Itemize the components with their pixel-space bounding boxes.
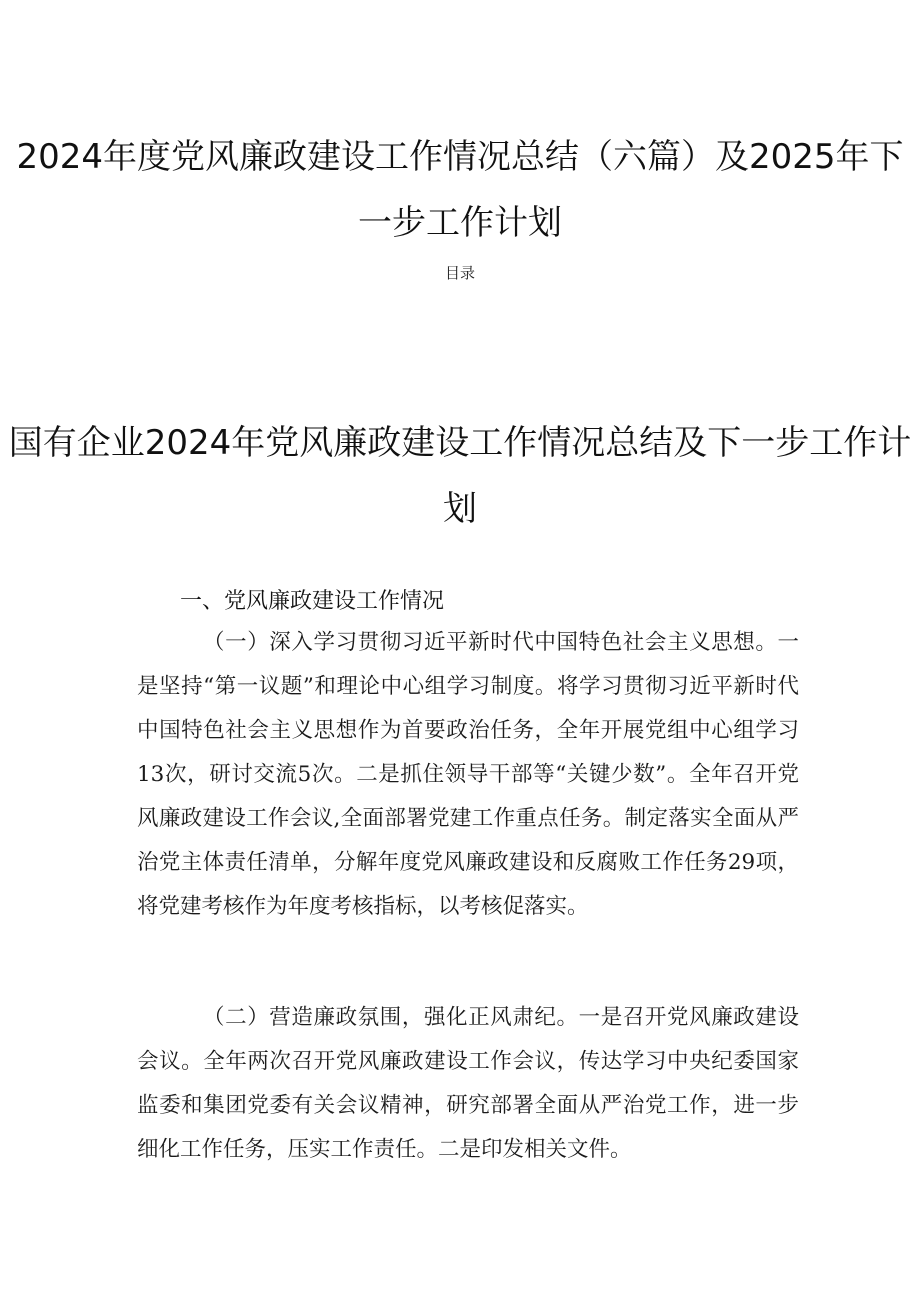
table-of-contents-label: 目录 bbox=[444, 264, 475, 282]
paragraph-integrity-atmosphere: （二）营造廉政氛围，强化正风肃纪。一是召开党风廉政建设会议。全年两次召开党风廉政建设工作会议，传达学习中央纪委国家监委和集团党委有关会议精神，研究部署全面从严治党工作，进一步细化工作任务，压实工作责任。二是印发相关文件。 bbox=[137, 1005, 799, 1162]
section-title: 国有企业2024年党风廉政建设工作情况总结及下一步工作计划 bbox=[8, 423, 912, 529]
heading-party-conduct-work: 一、党风廉政建设工作情况 bbox=[180, 589, 445, 614]
document-main-title: 2024年度党风廉政建设工作情况总结（六篇）及2025年下一步工作计划 bbox=[16, 137, 904, 243]
paragraph-study-thought: （一）深入学习贯彻习近平新时代中国特色社会主义思想。一是坚持“第一议题”和理论中心组学习制度。将学习贯彻习近平新时代中国特色社会主义思想作为首要政治任务，全年开展党组中心组学习13次，研讨交流5次。二是抓住领导干部等“关键少数”。全年召开党风廉政建设工作会议,全面部署党建工作重点任务。制定落实全面从严治党主体责任清单，分解年度党风廉政建设和反腐败工作任务29项，将党建考核作为年度考核指标，以考核促落实。 bbox=[137, 630, 799, 919]
